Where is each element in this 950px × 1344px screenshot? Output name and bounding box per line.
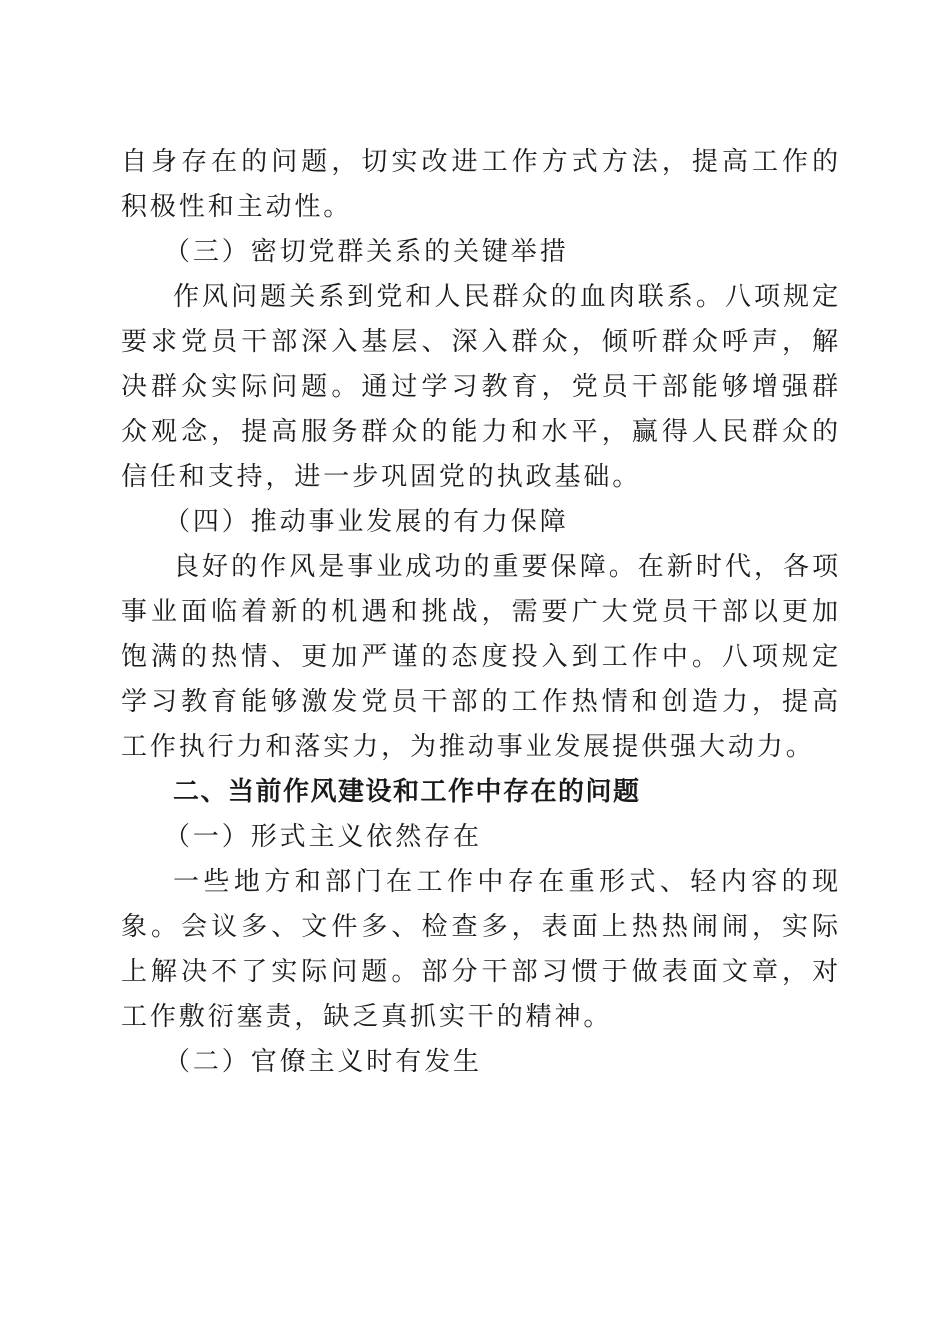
- subheading-1: （一）形式主义依然存在: [164, 822, 482, 852]
- section-heading-2: 二、当前作风建设和工作中存在的问题: [173, 777, 641, 807]
- paragraph-party-masses: 作风问题关系到党和人民群众的血肉联系。八项规定要求党员干部深入基层、深入群众，倾听群众呼声，解决群众实际问题。通过学习教育，党员干部能够增强群众观念，提高服务群众的能力和水平，赢得人民群众的信任和支持，进一步巩固党的执政基础。: [121, 282, 841, 492]
- paragraph-formalism: 一些地方和部门在工作中存在重形式、轻内容的现象。会议多、文件多、检查多，表面上热热闹闹，实际上解决不了实际问题。部分干部习惯于做表面文章，对工作敷衍塞责，缺乏真抓实干的精神。: [121, 867, 841, 1032]
- subheading-4: （四）推动事业发展的有力保障: [164, 507, 569, 537]
- paragraph-continuation: 自身存在的问题，切实改进工作方式方法，提高工作的积极性和主动性。: [121, 147, 841, 222]
- subheading-2: （二）官僚主义时有发生: [164, 1047, 482, 1077]
- paragraph-career-development: 良好的作风是事业成功的重要保障。在新时代，各项事业面临着新的机遇和挑战，需要广大党员干部以更加饱满的热情、更加严谨的态度投入到工作中。八项规定学习教育能够激发党员干部的工作热情和创造力，提高工作执行力和落实力，为推动事业发展提供强大动力。: [121, 552, 841, 762]
- subheading-3: （三）密切党群关系的关键举措: [164, 237, 569, 267]
- document-body: [121, 140, 841, 1085]
